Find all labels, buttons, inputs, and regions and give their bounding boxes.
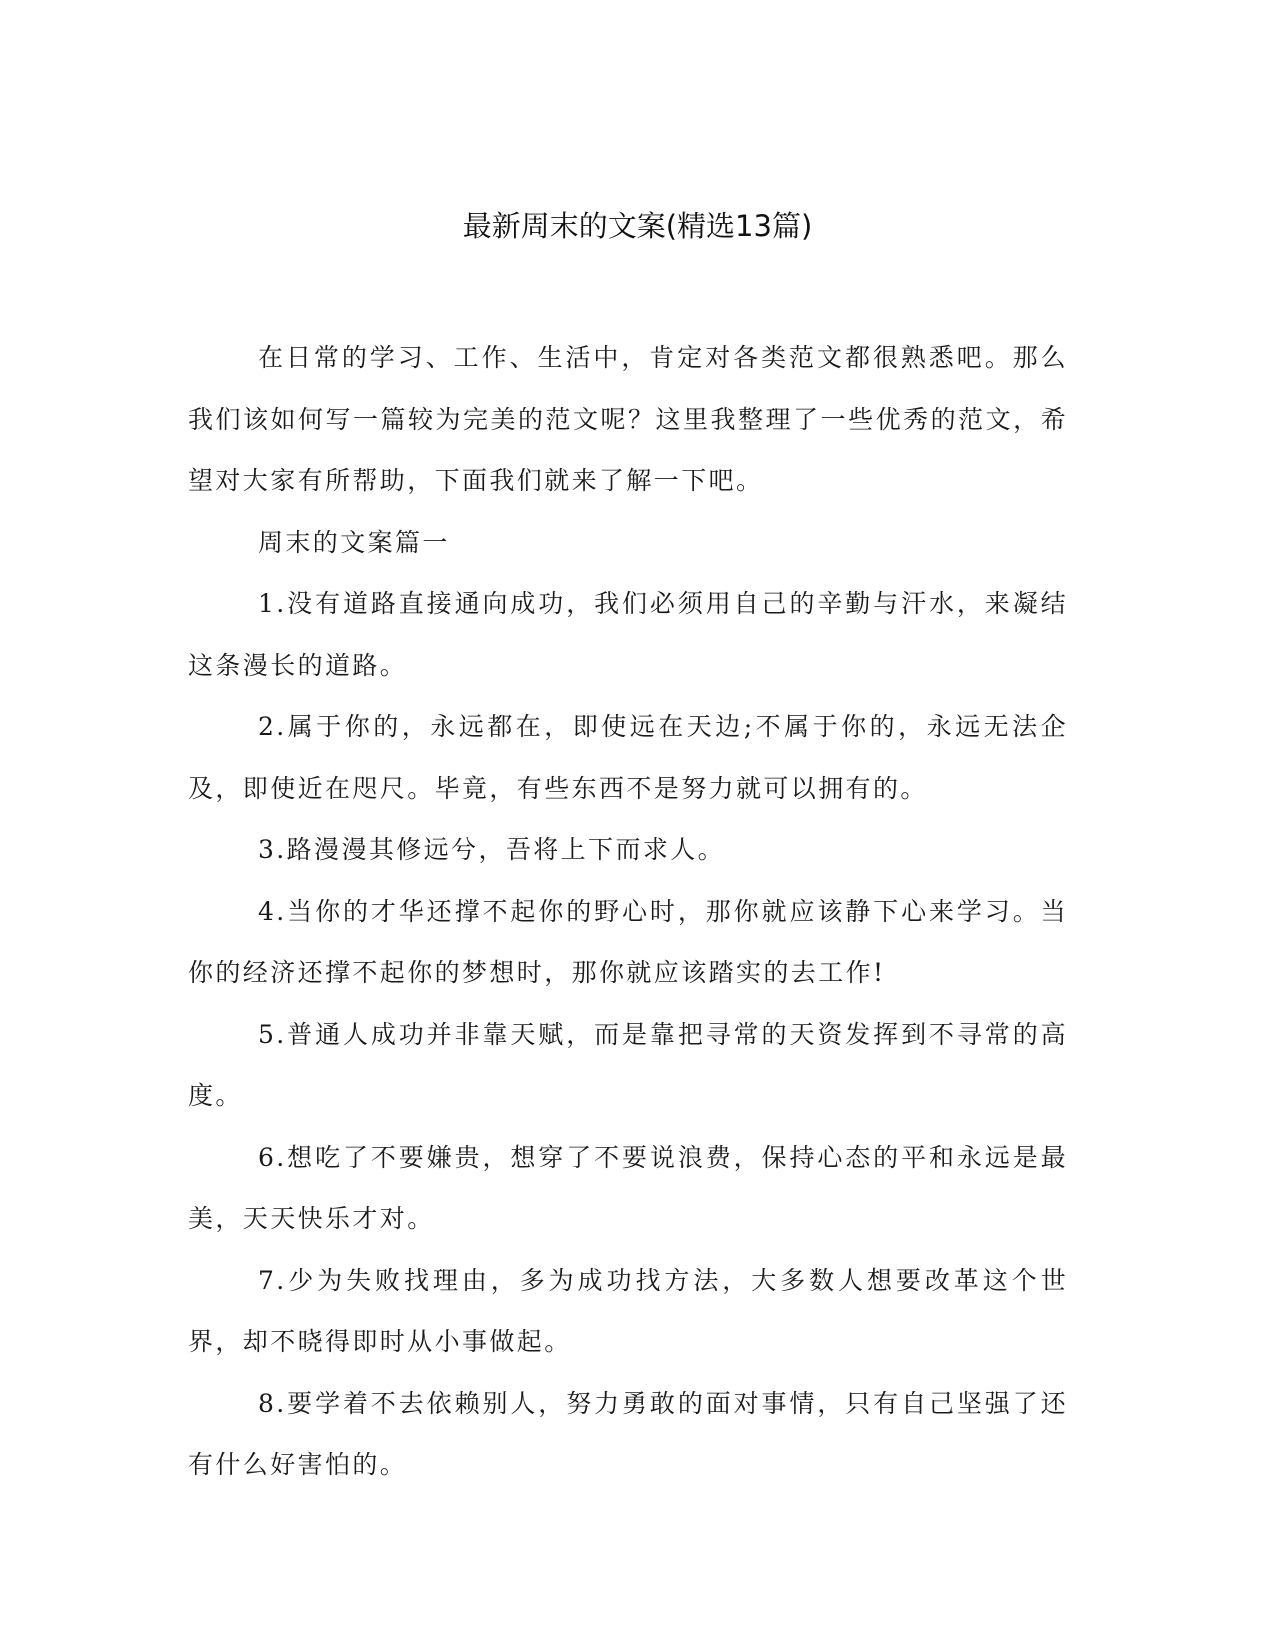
- list-item: 5.普通人成功并非靠天赋，而是靠把寻常的天资发挥到不寻常的高度。: [188, 1019, 1068, 1110]
- list-item: 6.想吃了不要嫌贵，想穿了不要说浪费，保持心态的平和永远是最美，天天快乐才对。: [188, 1142, 1068, 1233]
- list-item: 3.路漫漫其修远兮，吾将上下而求人。: [258, 835, 726, 864]
- list-item: 4.当你的才华还撑不起你的野心时，那你就应该静下心来学习。当你的经济还撑不起你的梦想时，那你就应该踏实的去工作!: [188, 896, 1068, 987]
- list-item: 1.没有道路直接通向成功，我们必须用自己的辛勤与汗水，来凝结这条漫长的道路。: [188, 589, 1068, 680]
- paragraph-intro: 在日常的学习、工作、生活中，肯定对各类范文都很熟悉吧。那么我们该如何写一篇较为完美的范文呢？这里我整理了一些优秀的范文，希望对大家有所帮助，下面我们就来了解一下吧。: [188, 343, 1068, 495]
- document-body: [188, 327, 1068, 1496]
- section-heading: 周末的文案篇一: [258, 527, 450, 557]
- list-item: 2.属于你的，永远都在，即使远在天边;不属于你的，永远无法企及，即使近在咫尺。毕竟，有些东西不是努力就可以拥有的。: [188, 712, 1068, 803]
- document-title: 最新周末的文案(精选13篇): [462, 209, 813, 243]
- list-item: 7.少为失败找理由，多为成功找方法，大多数人想要改革这个世界，却不晓得即时从小事做起。: [188, 1265, 1068, 1356]
- list-item: 8.要学着不去依赖别人，努力勇敢的面对事情，只有自己坚强了还有什么好害怕的。: [188, 1388, 1068, 1479]
